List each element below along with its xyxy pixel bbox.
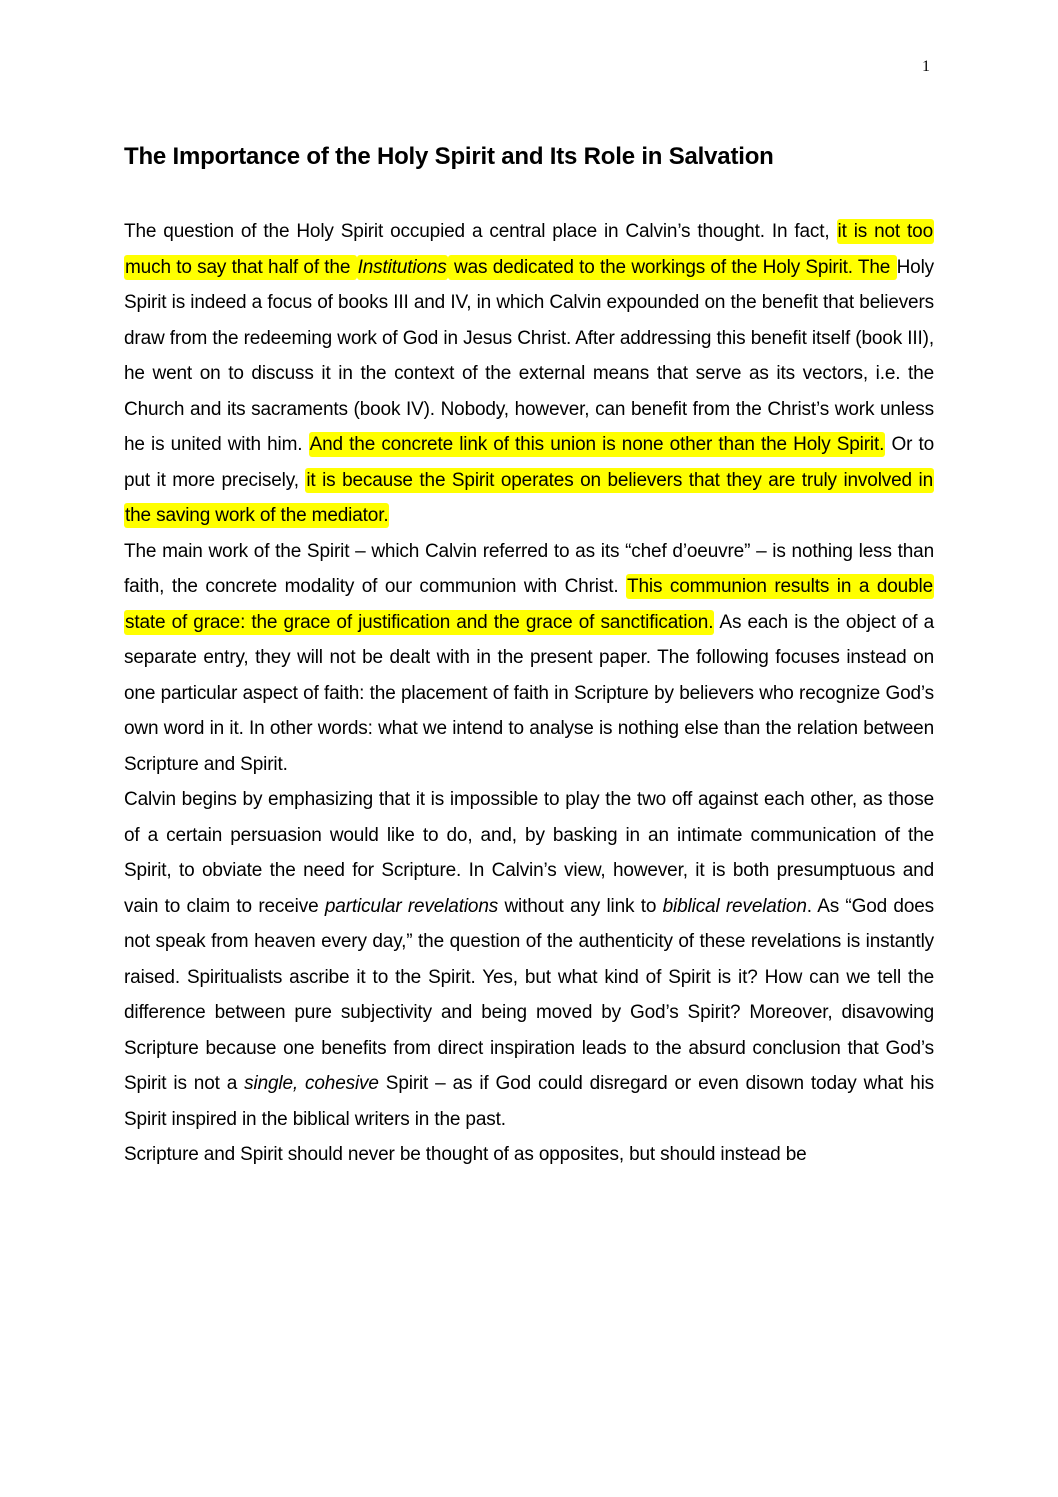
paragraph	[124, 214, 934, 534]
text-segment: Calvin begins by emphasizing that it is impossible to play the two off against each other, as those of a certain persuasion would like to do, and, by basking in an intimate communication of the Spirit, to obviate the need for Scripture. In Calvin’s view, however, it is both presumptuous and vain to claim to receive	[124, 789, 934, 917]
text-segment: particular revelations	[324, 895, 499, 917]
highlighted-text: was dedicated to the workings of the Holy Spirit. The	[448, 256, 896, 278]
highlighted-text: And the concrete link of this union is none other than the Holy Spirit.	[309, 434, 885, 455]
document-title: The Importance of the Holy Spirit and Its Role in Salvation	[124, 143, 774, 170]
text-segment: As each is the object of a separate entry, they will not be dealt with in the present paper. The following focuses instead on one particular aspect of faith: the placement of faith in Scripture by believers who recognize God’s own word in it. In other words: what we intend to analyse is nothing else than the relation between Scripture and Spirit.	[124, 611, 934, 775]
paragraph	[124, 1137, 934, 1173]
highlighted-text: it is not too much to say that half of the	[125, 221, 934, 278]
paragraph	[124, 534, 934, 783]
text-segment: . As “God does not speak from heaven every day,” the question of the authenticity of these revelations is instantly raised. Spiritualists ascribe it to the Spirit. Yes, but what kind of Spirit is it? How can we tell the difference between pure subjectivity and being moved by God’s Spirit? Moreover, disavowing Scripture because one benefits from direct inspiration leads to the absurd conclusion that God’s Spirit is not a	[124, 895, 934, 1094]
text-segment: without any link to	[498, 895, 663, 917]
text-segment: Scripture and Spirit should never be thought of as opposites, but should instead be	[124, 1144, 807, 1165]
paragraph	[124, 782, 934, 1137]
highlighted-text: Institutions	[357, 256, 447, 278]
text-segment: Spirit – as if God could disregard or even disown today what his Spirit inspired in the biblical writers in the past.	[124, 1073, 934, 1130]
text-segment: The question of the Holy Spirit occupied a central place in Calvin’s thought. In fact,	[124, 221, 837, 242]
text-segment: single, cohesive	[244, 1073, 379, 1094]
page-number: 1	[922, 58, 930, 75]
text-segment: Or to put it more precisely,	[124, 434, 935, 491]
text-segment: The main work of the Spirit – which Calvin referred to as its “chef d’oeuvre” – is nothing less than faith, the concrete modality of our communion with Christ.	[124, 540, 934, 597]
highlighted-text: This communion results in a double state of grace: the grace of justification and the grace of sanctification.	[125, 576, 933, 633]
text-segment: biblical revelation	[662, 895, 807, 917]
document-body	[124, 214, 934, 1173]
text-segment: Holy Spirit is indeed a focus of books III and IV, in which Calvin expounded on the benefit that believers draw from the redeeming work of God in Jesus Christ. After addressing this benefit itself (book III), he went on to discuss it in the context of the external means that serve as its vectors, i.e. the Church and its sacraments (book IV). Nobody, however, can benefit from the Christ’s work unless he is united with him.	[124, 256, 934, 455]
highlighted-text: it is because the Spirit operates on believers that they are truly involved in the saving work of the mediator.	[125, 469, 933, 526]
